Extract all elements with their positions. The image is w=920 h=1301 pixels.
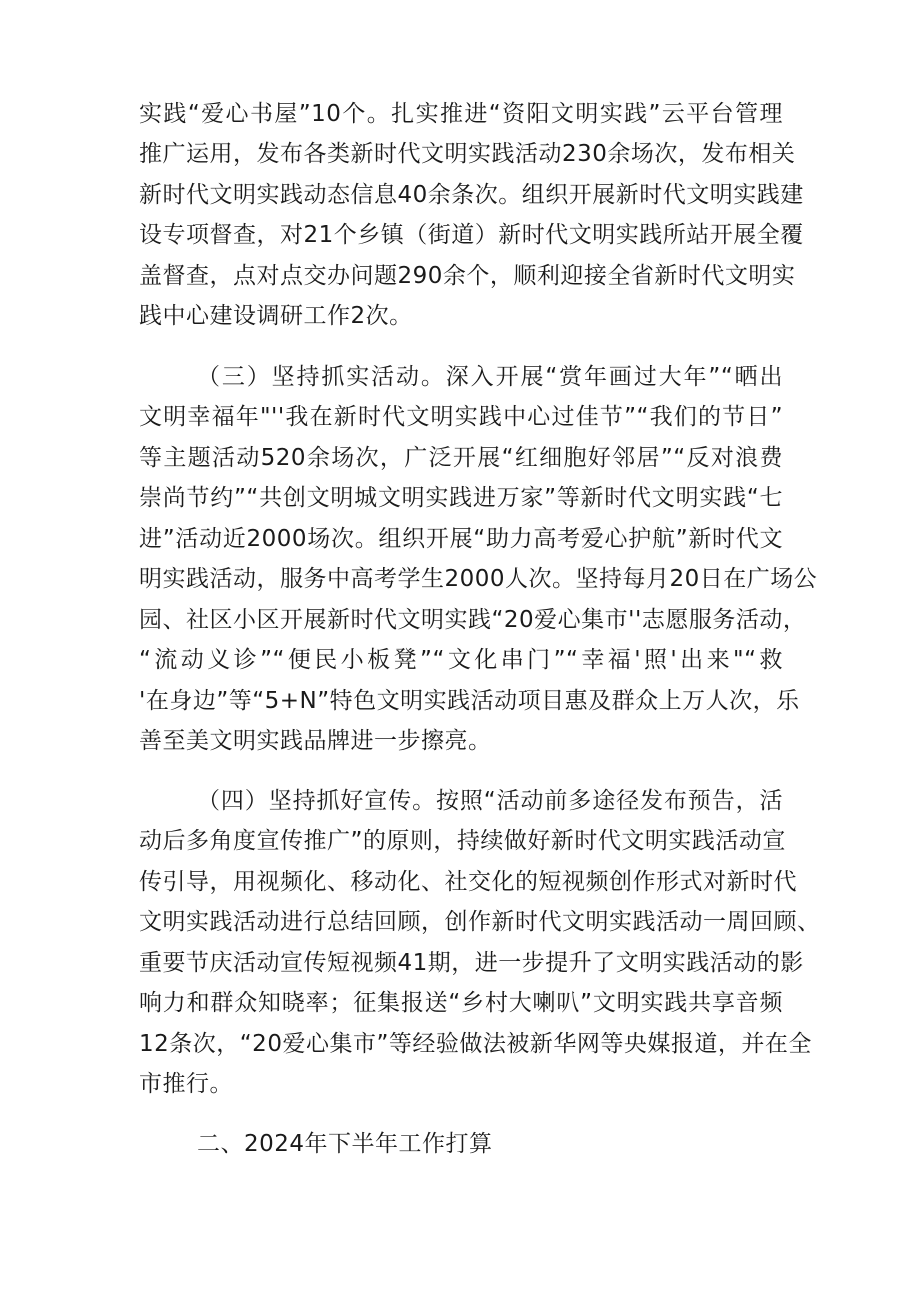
paragraph-3-line-2: 动后多角度宣传推广”的原则，持续做好新时代文明实践活动宣 (139, 828, 786, 855)
paragraph-2-line-5: 进”活动近2000场次。组织开展“助力高考爱心护航”新时代文 (139, 525, 783, 552)
paragraph-2-line-6: 明实践活动，服务中高考学生2000人次。坚持每月20日在广场公 (139, 566, 818, 593)
paragraph-2-line-10: 善至美文明实践品牌进一步擦亮。 (139, 728, 492, 755)
paragraph-1-line-3: 新时代文明实践动态信息40余条次。组织开展新时代文明实践建 (139, 181, 804, 208)
paragraph-2-line-8: “流动义诊”“便民小板凳”“文化串门”“幸福'照'出来"“救 (139, 647, 783, 674)
paragraph-2-line-2: 文明幸福年"''我在新时代文明实践中心过佳节”“我们的节日” (139, 404, 783, 431)
paragraph-3-line-4: 文明实践活动进行总结回顾，创作新时代文明实践活动一周回顾、 (139, 909, 821, 936)
paragraph-2-line-9: '在身边”等“5+N”特色文明实践活动项目惠及群众上万人次，乐 (139, 687, 800, 714)
paragraph-3-line-5: 重要节庆活动宣传短视频41期，进一步提升了文明实践活动的影 (139, 949, 804, 976)
paragraph-3-line-6: 响力和群众知晓率；征集报送“乡村大喇叭”文明实践共享音频 (139, 990, 783, 1017)
paragraph-1-line-1: 实践“爱心书屋”10个。扎实推进“资阳文明实践”云平台管理 (139, 101, 783, 127)
paragraph-2-line-7: 园、社区小区开展新时代文明实践“20爱心集市''志愿服务活动， (139, 606, 807, 633)
section-heading: 二、2024年下半年工作打算 (197, 1131, 493, 1157)
paragraph-3-line-3: 传引导，用视频化、移动化、社交化的短视频创作形式对新时代 (139, 868, 797, 895)
paragraph-2-line-4: 崇尚节约”“共创文明城文明实践进万家”等新时代文明实践“七 (139, 485, 783, 512)
paragraph-1-line-2: 推广运用，发布各类新时代文明实践活动230余场次，发布相关 (139, 141, 796, 168)
paragraph-3-line-8: 市推行。 (139, 1071, 233, 1098)
paragraph-3-line-1: （四）坚持抓好宣传。按照“活动前多途径发布预告，活 (197, 787, 783, 814)
paragraph-2-line-3: 等主题活动520余场次，广泛开展“红细胞好邻居”“反对浪费 (139, 444, 783, 471)
paragraph-1-line-6: 践中心建设调研工作2次。 (139, 303, 413, 330)
paragraph-3-line-7: 12条次，“20爱心集市”等经验做法被新华网等央媒报道，并在全 (139, 1030, 812, 1057)
paragraph-1-line-4: 设专项督查，对21个乡镇（街道）新时代文明实践所站开展全覆 (139, 222, 804, 249)
paragraph-2-line-1: （三）坚持抓实活动。深入开展“赏年画过大年”“晒出 (197, 363, 783, 390)
paragraph-1-line-5: 盖督查，点对点交办问题290余个，顺利迎接全省新时代文明实 (139, 262, 796, 289)
